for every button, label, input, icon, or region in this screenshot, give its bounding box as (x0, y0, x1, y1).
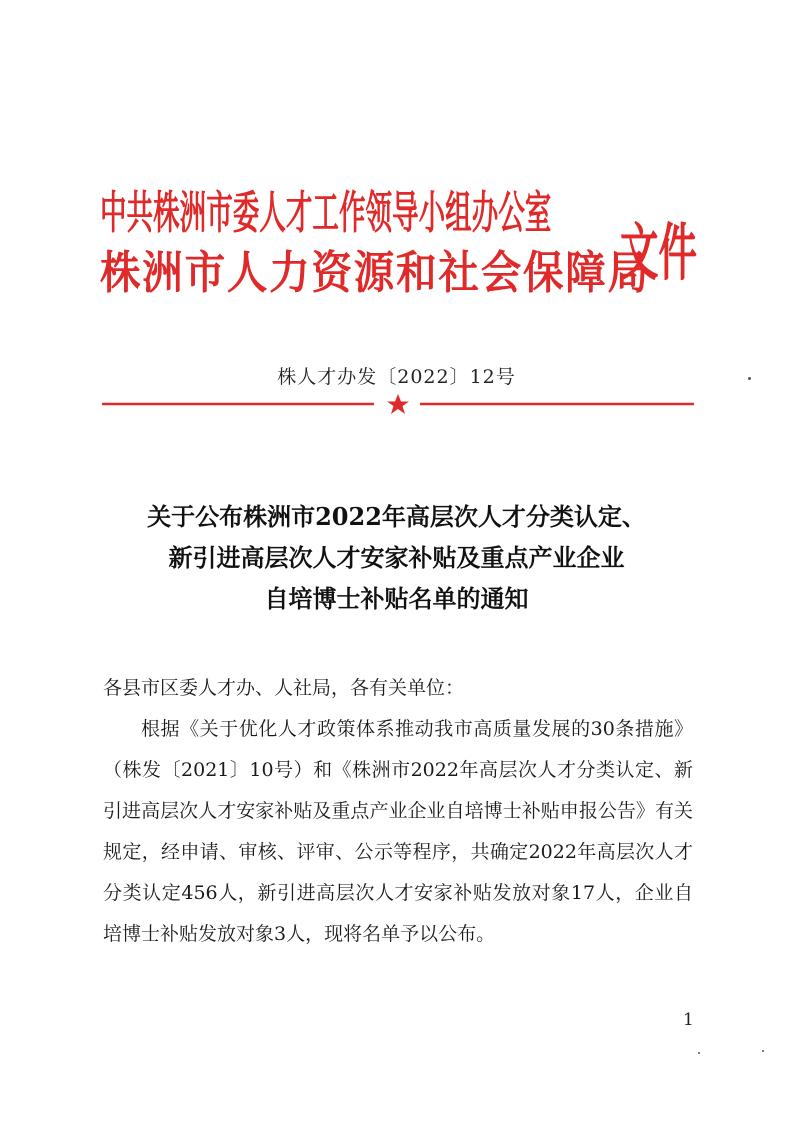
notice-title (0, 496, 793, 619)
scan-speck (698, 1052, 700, 1054)
scan-speck (748, 377, 751, 380)
scan-speck (762, 1050, 764, 1052)
issuer-line-1: 中共株洲市委人才工作领导小组办公室 (100, 186, 552, 239)
document-word: 文件 (620, 216, 697, 289)
star-icon (387, 394, 409, 414)
issuer-line-2: 株洲市人力资源和社会保障局 (100, 246, 650, 299)
page-number: 1 (683, 1010, 694, 1030)
title-line-2: 新引进高层次人才安家补贴及重点产业企业 (168, 543, 625, 572)
title-line-1: 关于公布株洲市2022年高层次人才分类认定、 (147, 502, 646, 531)
document-header (100, 180, 700, 310)
document-number: 株人才办发〔2022〕12号 (277, 366, 516, 388)
red-divider-with-star (102, 393, 694, 415)
notice-body (103, 668, 693, 955)
salutation: 各县市区委人才办、人社局，各有关单位： (103, 677, 465, 699)
title-line-3: 自培博士补贴名单的通知 (264, 584, 529, 613)
body-paragraph: 根据《关于优化人才政策体系推动我市高质量发展的30条措施》（株发〔2021〕10号）和《株洲市2022年高层次人才分类认定、新引进高层次人才安家补贴及重点产业企业自培博士补贴申报公告》有关规定，经申请、审核、评审、公示等程序，共确定2022年高层次人才分类认定456人，新引进高层次人才安家补贴发放对象17人，企业自培博士补贴发放对象3人，现将名单予以公布。 (103, 718, 693, 945)
